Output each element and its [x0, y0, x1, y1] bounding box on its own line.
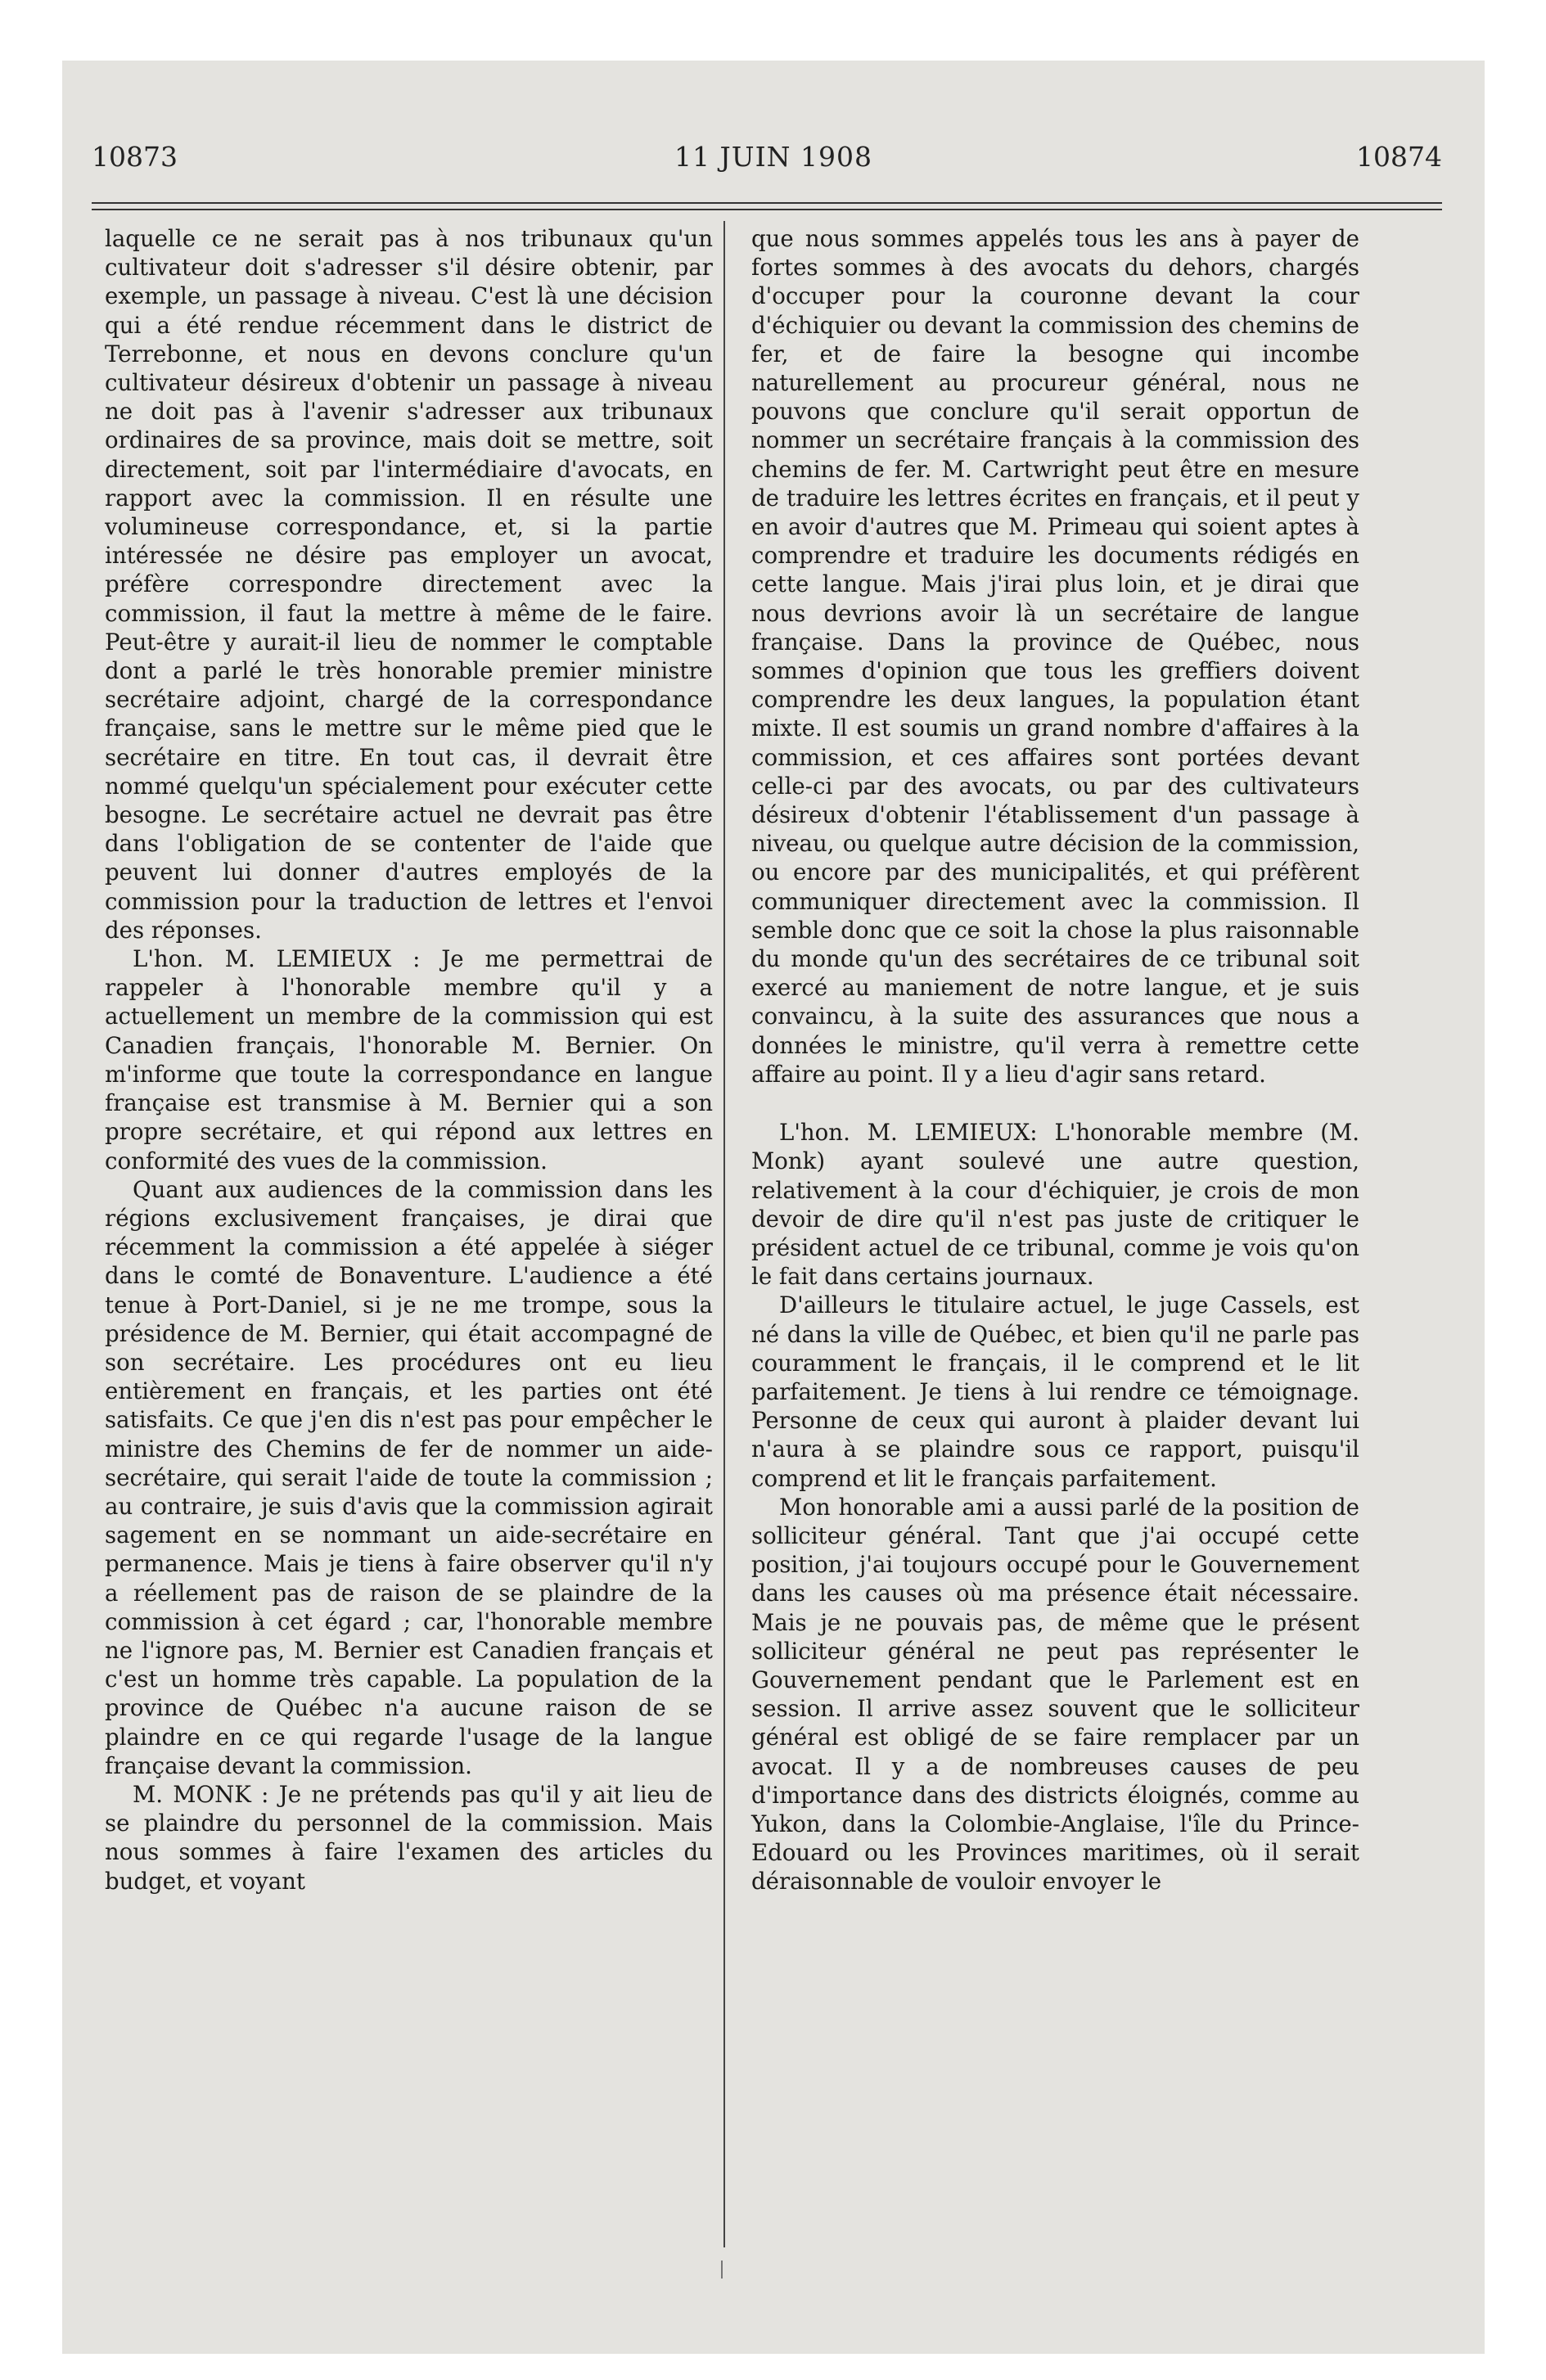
- page-number-left: 10873: [92, 141, 178, 173]
- paragraph: que nous sommes appelés tous les ans à payer de fortes sommes à des avocats du dehors, chargés d'occuper pour la couronne devant la cour d'échiquier ou devant la commission des chemins de fer, et de faire la besogne qui incombe naturellement au procureur général, nous ne pouvons que conclure qu'il serait opportun de nommer un secrétaire français à la commission des chemins de fer. M. Cartwright peut être en mesure de traduire les lettres écrites en français, et il peut y en avoir d'autres que M. Primeau qui soient aptes à comprendre et traduire les documents rédigés en cette langue. Mais j'irai plus loin, et je dirai que nous devrions avoir là un secrétaire de langue française. Dans la province de Québec, nous sommes d'opinion que tous les greffiers doivent comprendre les deux langues, la population étant mixte. Il est soumis un grand nombre d'affaires à la commission, et ces affaires sont portées devant celle-ci par des avocats, ou par des cultivateurs désireux d'obtenir l'établissement d'un passage à niveau, ou quelque autre décision de la commission, ou encore par des municipalités, et qui préfèrent communiquer directement avec la commission. Il semble donc que ce soit la chose la plus raisonnable du monde qu'un des secrétaires de ce tribunal soit exercé au maniement de notre langue, et je suis convaincu, à la suite des assurances que nous a données le ministre, qu'il verra à remettre cette affaire au point. Il y a lieu d'agir sans retard.: [751, 225, 1359, 1088]
- column-divider: [723, 221, 725, 2247]
- paragraph: M. MONK : Je ne prétends pas qu'il y ait lieu de se plaindre du personnel de la commission. Mais nous sommes à faire l'examen des articles du budget, et voyant: [105, 1780, 713, 1895]
- paragraph: Mon honorable ami a aussi parlé de la position de solliciteur général. Tant que j'ai occupé cette position, j'ai toujours occupé pour le Gouvernement dans les causes où ma présence était nécessaire. Mais je ne pouvais pas, de même que le présent solliciteur général ne peut pas représenter le Gouvernement pendant que le Parlement est en session. Il arrive assez souvent que le solliciteur général est obligé de se faire remplacer par un avocat. Il y a de nombreuses causes de peu d'importance dans des districts éloignés, comme au Yukon, dans la Colombie-Anglaise, l'île du Prince-Edouard ou les Provinces maritimes, où il serait déraisonnable de vouloir envoyer le: [751, 1493, 1359, 1895]
- page-header: [62, 141, 1485, 190]
- page-date: 11 JUIN 1908: [674, 141, 872, 173]
- header-rule-bottom: [92, 209, 1442, 210]
- paragraph: Quant aux audiences de la commission dans les régions exclusivement françaises, je dirai que récemment la commission a été appelée à siéger dans le comté de Bonaventure. L'audience a été tenue à Port-Daniel, si je ne me trompe, sous la présidence de M. Bernier, qui était accompagné de son secrétaire. Les procédures ont eu lieu entièrement en français, et les parties ont été satisfaits. Ce que j'en dis n'est pas pour empêcher le ministre des Chemins de fer de nommer un aide-secrétaire, qui serait l'aide de toute la commission ; au contraire, je suis d'avis que la commission agirait sagement en se nommant un aide-secrétaire en permanence. Mais je tiens à faire observer qu'il n'y a réellement pas de raison de se plaindre de la commission à cet égard ; car, l'honorable membre ne l'ignore pas, M. Bernier est Canadien français et c'est un homme très capable. La population de la province de Québec n'a aucune raison de se plaindre en ce qui regarde l'usage de la langue française devant la commission.: [105, 1175, 713, 1779]
- paragraph: L'hon. M. LEMIEUX: L'honorable membre (M. Monk) ayant soulevé une autre question, relativement à la cour d'échiquier, je crois de mon devoir de dire qu'il n'est pas juste de critiquer le président actuel de ce tribunal, comme je vois qu'on le fait dans certains journaux.: [751, 1119, 1359, 1291]
- paragraph: laquelle ce ne serait pas à nos tribunaux qu'un cultivateur doit s'adresser s'il désire obtenir, par exemple, un passage à niveau. C'est là une décision qui a été rendue récemment dans le district de Terrebonne, et nous en devons conclure qu'un cultivateur désireux d'obtenir un passage à niveau ne doit pas à l'avenir s'adresser aux tribunaux ordinaires de sa province, mais doit se mettre, soit directement, soit par l'intermédiaire d'avocats, en rapport avec la commission. Il en résulte une volumineuse correspondance, et, si la partie intéressée ne désire pas employer un avocat, préfère correspondre directement avec la commission, il faut la mettre à même de le faire. Peut-être y aurait-il lieu de nommer le comptable dont a parlé le très honorable premier ministre secrétaire adjoint, chargé de la correspondance française, sans le mettre sur le même pied que le secrétaire en titre. En tout cas, il devrait être nommé quelqu'un spécialement pour exécuter cette besogne. Le secrétaire actuel ne devrait pas être dans l'obligation de se contenter de l'aide que peuvent lui donner d'autres employés de la commission pour la traduction de lettres et l'envoi des réponses.: [105, 225, 713, 944]
- header-rule-top: [92, 202, 1442, 204]
- page-number-right: 10874: [1356, 141, 1442, 173]
- paragraph: D'ailleurs le titulaire actuel, le juge Cassels, est né dans la ville de Québec, et bien qu'il ne parle pas couramment le français, il le comprend et le lit parfaitement. Je tiens à lui rendre ce témoignage. Personne de ceux qui auront à plaider devant lui n'aura à se plaindre sous ce rapport, puisqu'il comprend et lit le français parfaitement.: [751, 1291, 1359, 1492]
- right-column: [751, 224, 1359, 1896]
- left-column: [105, 224, 713, 1895]
- paragraph: L'hon. M. LEMIEUX : Je me permettrai de rappeler à l'honorable membre qu'il y a actuellement un membre de la commission qui est Canadien français, l'honorable M. Bernier. On m'informe que toute la correspondance en langue française est transmise à M. Bernier qui a son propre secrétaire, et qui répond aux lettres en conformité des vues de la commission.: [105, 945, 713, 1174]
- scanned-page: [62, 61, 1485, 2354]
- bottom-tick-mark: [721, 2261, 729, 2279]
